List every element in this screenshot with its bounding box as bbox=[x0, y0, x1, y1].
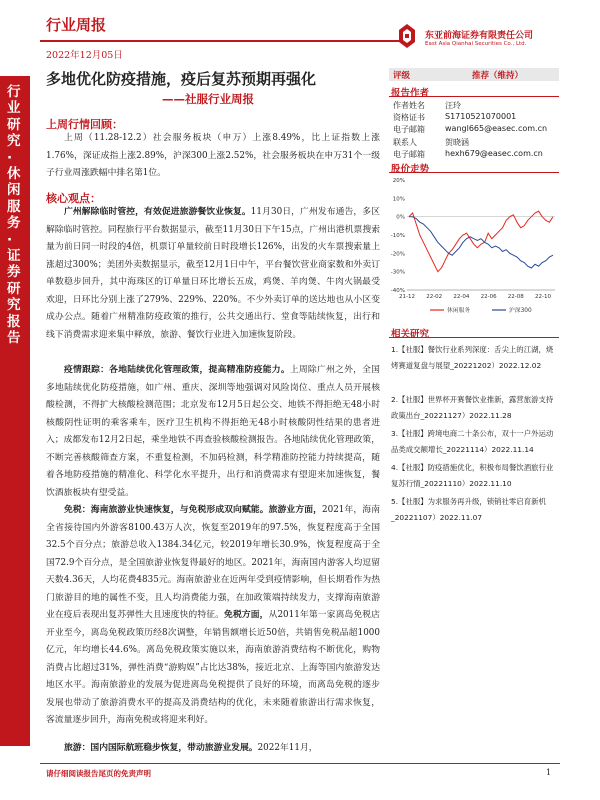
y-tick-label: 10% bbox=[392, 196, 405, 203]
side-banner-text: 行业研究·休闲服务·证券研究报告 bbox=[7, 84, 21, 347]
paragraph-tourism-body: 2022年11月， bbox=[257, 743, 318, 753]
footer-disclaimer: 请仔细阅读报告尾页的免责声明 bbox=[46, 769, 151, 778]
paragraph-epidemic-label: 疫情跟踪： bbox=[64, 365, 110, 375]
paragraph-guangzhou-lead: 广州解除临时管控，有效促进旅游餐饮业恢复。 bbox=[64, 207, 251, 217]
y-tick-label: 20% bbox=[392, 178, 405, 184]
y-tick-label: -40% bbox=[390, 288, 405, 294]
paragraph-guangzhou-body: 11月30日，广州发布通告，多区解除临时管控。同程旅行平台数据显示，截至11月30日下午15点，广州出港机票搜索量为前日同一时段的4倍，机票订单量较前日时段增长126%，出发的火车票搜索量上涨超过300%；美团外卖数据显示，截至12月1日中午，平台餐饮营业商家数和外卖订单数稳步回升，其中海珠区的订单量日环比增长五成，鸡煲、羊肉煲、牛肉火锅最受欢迎，日环比分别上涨了279%、229%、220%。不少外卖订单的送达地也从小区变成办公点。随着广州精准防疫政策的推行，公共交通出行、堂食等陆续恢复，出行和线下消费需求迎来集中释放，旅游、餐饮行业进入加速恢复阶段。 bbox=[46, 207, 380, 340]
related-item-2[interactable]: 2.【社服】世界杯开赛餐饮业推新，露营旅游支持政策出台_20221127）2022.11.28 bbox=[391, 395, 554, 420]
legend-label: 休闲服务 bbox=[447, 308, 471, 314]
analyst-key-3: 电子邮箱 bbox=[393, 125, 425, 134]
related-section-title: 相关研究 bbox=[391, 329, 430, 340]
analyst-value-4: 贺晓涵 bbox=[445, 138, 469, 147]
y-tick-label: -20% bbox=[390, 251, 405, 258]
paragraph-epidemic-lead: 各地陆续优化管理政策，提高精准防疫能力。 bbox=[109, 365, 290, 375]
x-tick-label: 21-12 bbox=[399, 294, 415, 300]
report-date: 2022年12月05日 bbox=[46, 50, 123, 61]
analyst-key-4: 联系人 bbox=[393, 138, 417, 147]
analyst-key-2: 资格证书 bbox=[393, 113, 425, 122]
paragraph-duty-free-body-1: 2021年，海南全省接待国内外游客8100.43万人次，恢复至2019年的97.5%，恢复程度高于全国32.5个百分点；旅游总收入1384.34亿元，较2019年增长30.9%，恢复程度高于全国72.9个百分点，是全国旅游业恢复得最好的地区。2021年，海南国内游客人均逗留天数4.36天，人均花费4835元。海南旅游业在近两年受到疫情影响，但长期看作为热门旅游目的地的属性不变，且人均消费能力强，在加政策端持续发力，支撑海南旅游业在疫后表现出复苏弹性大且速度快的特征。 bbox=[46, 505, 380, 620]
analyst-key-1: 作者姓名 bbox=[393, 101, 425, 110]
last-week-heading: 上周行情回顾： bbox=[46, 118, 123, 131]
last-week-paragraph: 上周（11.28-12.2）社会服务板块（申万）上涨8.49%，比上证指数上涨1.76%，深证成指上涨2.89%，沪深300上涨2.52%，社会服务板块在申万31个一级子行业周涨跌幅中排名第1位。 bbox=[46, 133, 380, 178]
core-views-heading: 核心观点： bbox=[46, 192, 101, 205]
paragraph-guangzhou bbox=[46, 204, 380, 344]
paragraph-epidemic-body: 上周除广州之外，全国多地陆续优化防疫措施，如广州、重庆、深圳等地强调对风险岗位、重点人员开展核酸检测，不得扩大核酸检测范围；北京发布12月5日起公交、地铁不得拒绝无48小时核酸阴性证明的乘客乘车，医疗卫生机构不得拒绝无48小时核酸阴性结果的患者进入；成都发布12月2日起，乘坐地铁不再查验核酸检测报告。各地陆续优化管理政策，不断完善核酸筛查方案，不重复检测，不加码检测，科学精准防控能力持续提高，随着各地防疫措施的精准化、科学化水平提升，出行和消费需求有望迎来加速恢复，餐饮酒旅板块有望受益。 bbox=[46, 365, 380, 498]
paragraph-tourism-label: 旅游： bbox=[64, 743, 91, 753]
related-item-5[interactable]: 5.【社服】为求服务再升级，锁销社零启育新机_20221107）2022.11.07 bbox=[391, 497, 546, 522]
analyst-email-2[interactable]: hexh679@easec.com.cn bbox=[445, 149, 543, 158]
footer-divider bbox=[40, 763, 560, 764]
analyst-value-1: 汪玲 bbox=[445, 101, 461, 110]
y-tick-label: 0% bbox=[396, 214, 405, 221]
paragraph-tourism-lead: 国内国际航班稳步恢复，带动旅游业发展。 bbox=[90, 743, 258, 753]
related-item-3[interactable]: 3.【社服】跨境电商二十条公布，双十一户外运动品类成交额增长_20221114）2022.11.14 bbox=[391, 429, 554, 454]
report-type-title: 行业周报 bbox=[46, 16, 107, 34]
analyst-email-1[interactable]: wangl665@easec.com.cn bbox=[445, 124, 548, 133]
paragraph-tourism bbox=[46, 740, 380, 758]
related-item-1[interactable]: 1.【社服】餐饮行业系列深度：舌尖上的江湖，烧烤赛道复盘与展望_20221202）2022.12.02 bbox=[391, 345, 554, 370]
legend-label: 沪深300 bbox=[509, 308, 532, 314]
rating-label: 评级 bbox=[393, 71, 411, 81]
page-number: 1 bbox=[546, 768, 552, 777]
stock-trend-title: 股价走势 bbox=[391, 164, 430, 175]
company-logo-icon bbox=[395, 22, 419, 50]
paragraph-duty-free bbox=[46, 502, 380, 730]
x-tick-label: 22-10 bbox=[535, 294, 551, 300]
analyst-section-title: 报告作者 bbox=[391, 88, 430, 99]
paragraph-duty-free-lead-2: 免税方面， bbox=[224, 610, 269, 620]
y-tick-label: -10% bbox=[390, 233, 405, 239]
report-subtitle: ——社服行业周报 bbox=[162, 92, 254, 106]
series-line-hs300 bbox=[409, 217, 553, 268]
paragraph-duty-free-body-2: 从2011年第一家离岛免税店开业至今，离岛免税政策历经8次调整，年销售额增长近50倍，共销售免税品超1000亿元，年均增长44.6%。离岛免税政策实施以来，海南旅游消费结构不断优化，购物消费占比超过31%，弹性消费“游购娱”占比达38%，接近北京、上海等国内旅游发达地区水平。海南旅游业的发展为促进离岛免税提供了良好的环境，而离岛免税的逐步发展也带动了旅游消费水平的提高及消费结构的优化，未来随着旅游出行需求恢复，客流量逐步回升，海南免税或将迎来利好。 bbox=[46, 610, 380, 725]
report-title: 多地优化防疫措施，疫后复苏预期再强化 bbox=[46, 70, 317, 88]
paragraph-duty-free-lead: 海南旅游业快速恢复，与免税形成双向赋能。旅游业方面， bbox=[90, 505, 323, 515]
x-tick-label: 22-06 bbox=[480, 294, 497, 300]
company-name-cn: 东亚前海证券有限责任公司 bbox=[425, 31, 534, 41]
rating-value: 推荐（维持） bbox=[472, 71, 524, 81]
header-divider bbox=[40, 40, 400, 42]
paragraph-epidemic bbox=[46, 362, 380, 502]
related-item-4[interactable]: 4.【社服】防疫措施优化，积极布局餐饮酒旅行业复苏行情_20221110）2022.11.10 bbox=[391, 463, 554, 488]
series-line-leisure bbox=[409, 211, 553, 272]
x-tick-label: 22-08 bbox=[507, 294, 524, 300]
company-name-en: East Asia Qianhai Securities Co., Ltd. bbox=[425, 41, 527, 47]
y-tick-label: -30% bbox=[390, 269, 405, 276]
analyst-key-5: 电子邮箱 bbox=[393, 150, 425, 159]
analyst-value-2: S1710521070001 bbox=[445, 112, 517, 121]
x-tick-label: 22-04 bbox=[453, 294, 470, 300]
paragraph-duty-free-label: 免税： bbox=[64, 505, 91, 515]
side-banner bbox=[0, 76, 30, 746]
x-tick-label: 22-02 bbox=[426, 294, 443, 300]
stock-trend-chart bbox=[385, 172, 561, 322]
